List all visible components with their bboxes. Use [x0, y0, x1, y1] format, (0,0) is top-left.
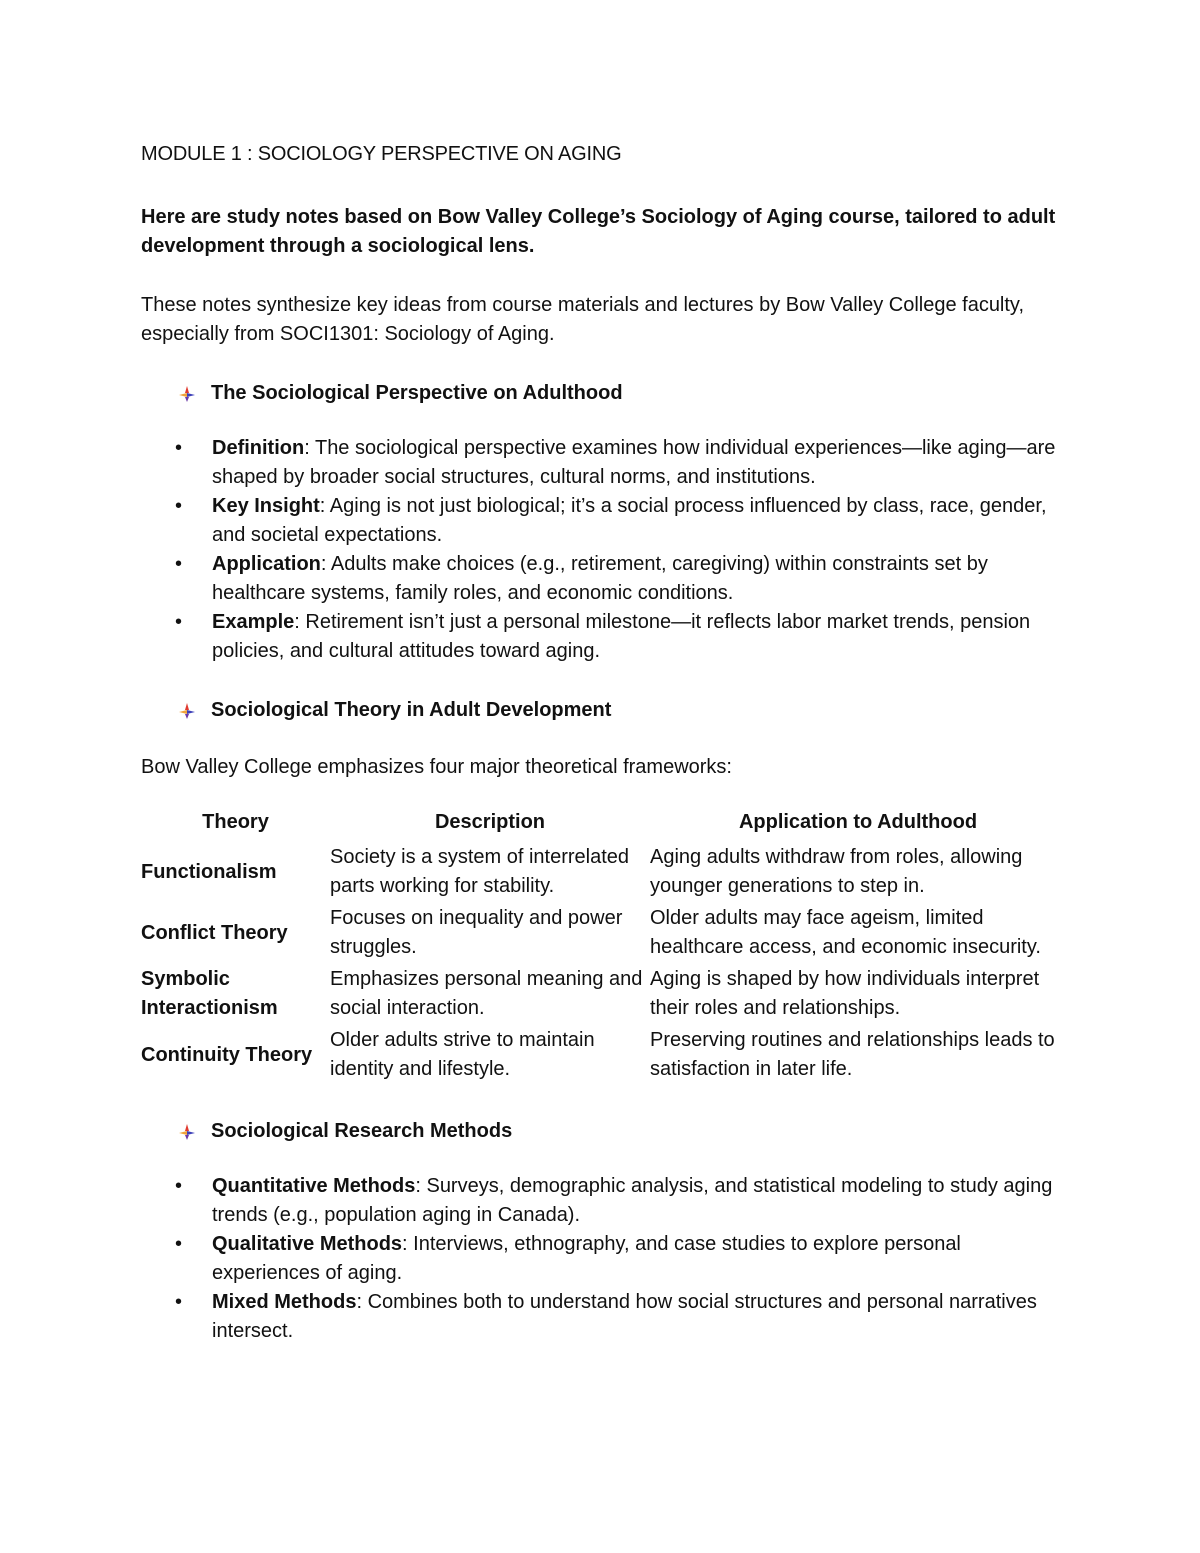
bullet-text: : Surveys, demographic analysis, and statistical modeling to study aging trends (e.g., population aging in Canada). [212, 1175, 1053, 1226]
bullet-text: : Interviews, ethnography, and case studies to explore personal experiences of aging. [212, 1233, 961, 1284]
table-row [141, 843, 1066, 904]
bullet-term: Key Insight [212, 495, 320, 517]
bullet-text: : Aging is not just biological; it’s a social process influenced by class, race, gender, and societal expectations. [212, 495, 1047, 546]
bullet-dot-icon: • [175, 611, 183, 633]
bullet-text: : Adults make choices (e.g., retirement, caregiving) within constraints set by healthcare systems, family roles, and economic conditions. [212, 553, 988, 604]
section-heading-label: The Sociological Perspective on Adulthood [211, 382, 623, 404]
description-cell: Older adults strive to maintain identity and lifestyle. [330, 1029, 595, 1080]
description-cell: Society is a system of interrelated parts working for stability. [330, 846, 630, 897]
bullet-dot-icon: • [175, 1233, 183, 1255]
theory-cell: Conflict Theory [141, 921, 288, 944]
list-item [141, 608, 1066, 666]
list-item [141, 550, 1066, 608]
list-item [141, 1172, 1066, 1230]
description-cell: Focuses on inequality and power struggles. [330, 907, 623, 958]
bullet-dot-icon: • [175, 1175, 183, 1197]
bullet-text: : Combines both to understand how social structures and personal narratives intersect. [212, 1291, 1037, 1342]
theory-cell: Continuity Theory [141, 1043, 313, 1066]
application-cell: Older adults may face ageism, limited healthcare access, and economic insecurity. [650, 907, 1041, 958]
bullet-term: Qualitative Methods [212, 1233, 403, 1255]
intro-paragraph: These notes synthesize key ideas from course materials and lectures by Bow Valley College faculty, especially from SOCI1301: Sociology of Aging. [141, 294, 1025, 345]
bullet-text: : Retirement isn’t just a personal milestone—it reflects labor market trends, pension policies, and cultural attitudes toward aging. [212, 611, 1031, 662]
theories-table [141, 808, 1066, 1087]
table-row [141, 904, 1066, 965]
bullet-dot-icon: • [175, 437, 183, 459]
bullet-term: Quantitative Methods [212, 1175, 416, 1197]
bullet-dot-icon: • [175, 553, 183, 575]
application-cell: Preserving routines and relationships leads to satisfaction in later life. [650, 1029, 1055, 1080]
module-title: MODULE 1 : SOCIOLOGY PERSPECTIVE ON AGING [141, 143, 622, 165]
application-cell: Aging is shaped by how individuals interpret their roles and relationships. [650, 968, 1040, 1019]
bullet-term: Definition [212, 437, 305, 459]
section-heading-theory [177, 696, 1066, 725]
list-item [141, 434, 1066, 492]
theory-cell: Functionalism [141, 860, 277, 883]
section-heading-label: Sociological Research Methods [211, 1120, 513, 1142]
theory-cell: Symbolic Interactionism [141, 968, 278, 1019]
list-item [141, 1230, 1066, 1288]
list-item [141, 492, 1066, 550]
frameworks-paragraph: Bow Valley College emphasizes four major theoretical frameworks: [141, 756, 732, 778]
bullet-term: Application [212, 553, 321, 575]
application-cell: Aging adults withdraw from roles, allowing younger generations to step in. [650, 846, 1023, 897]
bullet-dot-icon: • [175, 1291, 183, 1313]
bullet-term: Mixed Methods [212, 1291, 357, 1313]
document-page [141, 140, 1066, 1346]
arrow-bullet-icon [177, 384, 197, 404]
bullet-text: : The sociological perspective examines how individual experiences—like aging—are shaped by broader social structures, cultural norms, and institutions. [212, 437, 1056, 488]
bullet-dot-icon: • [175, 495, 183, 517]
arrow-bullet-icon [177, 701, 197, 721]
section-heading-methods [177, 1117, 1066, 1146]
table-header-row [141, 808, 1066, 843]
arrow-bullet-icon [177, 1122, 197, 1142]
methods-bullet-list [141, 1172, 1066, 1346]
section-heading-label: Sociological Theory in Adult Development [211, 699, 612, 721]
section-heading-perspective [177, 379, 1066, 408]
bullet-term: Example [212, 611, 295, 633]
list-item [141, 1288, 1066, 1346]
column-header-theory: Theory [202, 811, 269, 833]
description-cell: Emphasizes personal meaning and social interaction. [330, 968, 643, 1019]
column-header-description: Description [434, 811, 546, 833]
table-row [141, 1026, 1066, 1087]
lead-paragraph: Here are study notes based on Bow Valley College’s Sociology of Aging course, tailored to adult development through a sociological lens. [141, 206, 1056, 257]
perspective-bullet-list [141, 434, 1066, 666]
column-header-application: Application to Adulthood [738, 811, 978, 833]
table-row [141, 965, 1066, 1026]
